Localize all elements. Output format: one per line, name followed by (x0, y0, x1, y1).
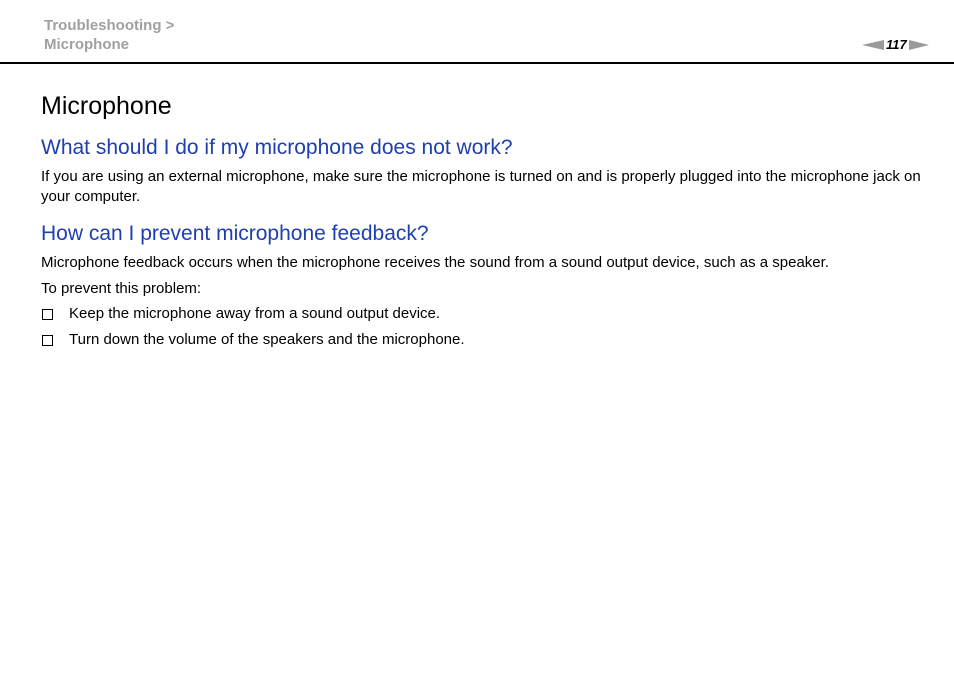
list-item-text: Keep the microphone away from a sound output device. (69, 305, 441, 322)
main-content (41, 90, 921, 356)
list-item-text: Turn down the volume of the speakers and the microphone. (69, 331, 465, 348)
breadcrumb-item-troubleshooting[interactable]: Troubleshooting > (44, 17, 175, 34)
list-item (41, 304, 921, 324)
breadcrumb (44, 16, 174, 54)
page-number: 117 (886, 37, 907, 52)
checkbox-bullet-icon (42, 335, 53, 346)
section-paragraph: To prevent this problem: (41, 280, 202, 297)
list-item (41, 330, 921, 350)
header-divider (0, 62, 954, 64)
section-heading-microphone-not-working: What should I do if my microphone does not work? (41, 136, 513, 159)
bullet-list (41, 304, 921, 350)
breadcrumb-item-microphone[interactable]: Microphone (44, 36, 129, 53)
page-title: Microphone (41, 92, 172, 120)
previous-page-arrow-icon[interactable] (862, 40, 884, 50)
page-navigation (862, 36, 929, 54)
checkbox-bullet-icon (42, 309, 53, 320)
next-page-arrow-icon[interactable] (909, 40, 929, 50)
section-paragraph: Microphone feedback occurs when the microphone receives the sound from a sound output device, such as a speaker. (41, 254, 829, 271)
section-heading-prevent-feedback: How can I prevent microphone feedback? (41, 222, 429, 245)
section-paragraph: If you are using an external microphone, make sure the microphone is turned on and is properly plugged into the microphone jack on your computer. (41, 168, 921, 205)
